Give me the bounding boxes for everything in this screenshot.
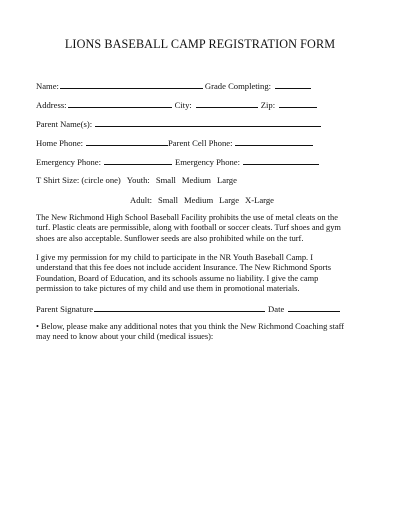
notes-line: may need to know about your child (medical issues): [36,332,214,342]
grade-field[interactable] [275,80,311,89]
tshirt-youth-row [36,175,237,186]
adult-size-xlarge[interactable]: X-Large [245,195,274,205]
adult-size-small[interactable]: Small [157,195,179,205]
facility-line: turf. Plastic cleats are permissible, along with football or soccer cleats. Turf shoes and gym [36,223,341,233]
permission-line: understand that this fee does not include accident Insurance. The New Richmond Sports [36,263,331,273]
emergency-row [36,156,319,168]
adult-size-large[interactable]: Large [219,195,240,205]
youth-size-medium[interactable]: Medium [181,175,211,185]
tshirt-adult-row [130,195,274,206]
zip-field[interactable] [279,99,317,108]
emergency-phone-2-label: Emergency Phone: [175,157,240,167]
grade-label: Grade Completing: [204,81,272,91]
notes-area[interactable] [36,348,370,498]
home-phone-label: Home Phone: [36,138,84,148]
parent-cell-label: Parent Cell Phone: [168,138,233,148]
name-field[interactable] [60,80,203,89]
zip-label: Zip: [260,100,276,110]
facility-line: The New Richmond High School Baseball Facility prohibits the use of metal cleats on the [36,213,338,222]
date-label: Date [268,304,285,314]
parent-names-row [36,118,321,130]
emergency-phone-1-field[interactable] [104,156,172,165]
parent-cell-field[interactable] [235,137,313,146]
phone-row [36,137,313,149]
facility-line: shoes are also acceptable. Sunflower seeds are also prohibited while on the turf. [36,233,304,243]
permission-line: permission to take pictures of my child and use them in promotional materials. [36,283,300,293]
tshirt-label: T Shirt Size: (circle one) [36,175,121,185]
facility-paragraph [36,213,370,244]
name-row [36,80,311,92]
permission-line: Foundation, Board of Education, and its schools assume no liability. I give the camp [36,273,319,283]
adult-size-medium[interactable]: Medium [184,195,214,205]
notes-line: • Below, please make any additional notes that you think the New Richmond Coaching staff [36,322,345,331]
emergency-phone-2-field[interactable] [243,156,319,165]
date-field[interactable] [288,303,340,312]
permission-paragraph [36,253,370,294]
name-label: Name: [36,81,59,91]
signature-row [36,303,340,315]
parent-names-field[interactable] [95,118,321,127]
youth-size-small[interactable]: Small [155,175,176,185]
parent-signature-label: Parent Signature [36,304,94,314]
address-field[interactable] [68,99,172,108]
city-label: City: [174,100,192,110]
address-label: Address: [36,100,67,110]
address-row [36,99,317,111]
youth-size-large[interactable]: Large [217,175,237,185]
home-phone-field[interactable] [86,137,168,146]
youth-label: Youth: [126,175,150,185]
city-field[interactable] [196,99,258,108]
parent-signature-field[interactable] [94,303,265,312]
permission-line: I give my permission for my child to participate in the NR Youth Baseball Camp. I [36,253,314,262]
form-title: LIONS BASEBALL CAMP REGISTRATION FORM [64,37,336,51]
notes-paragraph [36,322,370,343]
parent-names-label: Parent Name(s): [36,119,93,129]
emergency-phone-1-label: Emergency Phone: [36,157,101,167]
adult-label: Adult: [130,195,152,205]
